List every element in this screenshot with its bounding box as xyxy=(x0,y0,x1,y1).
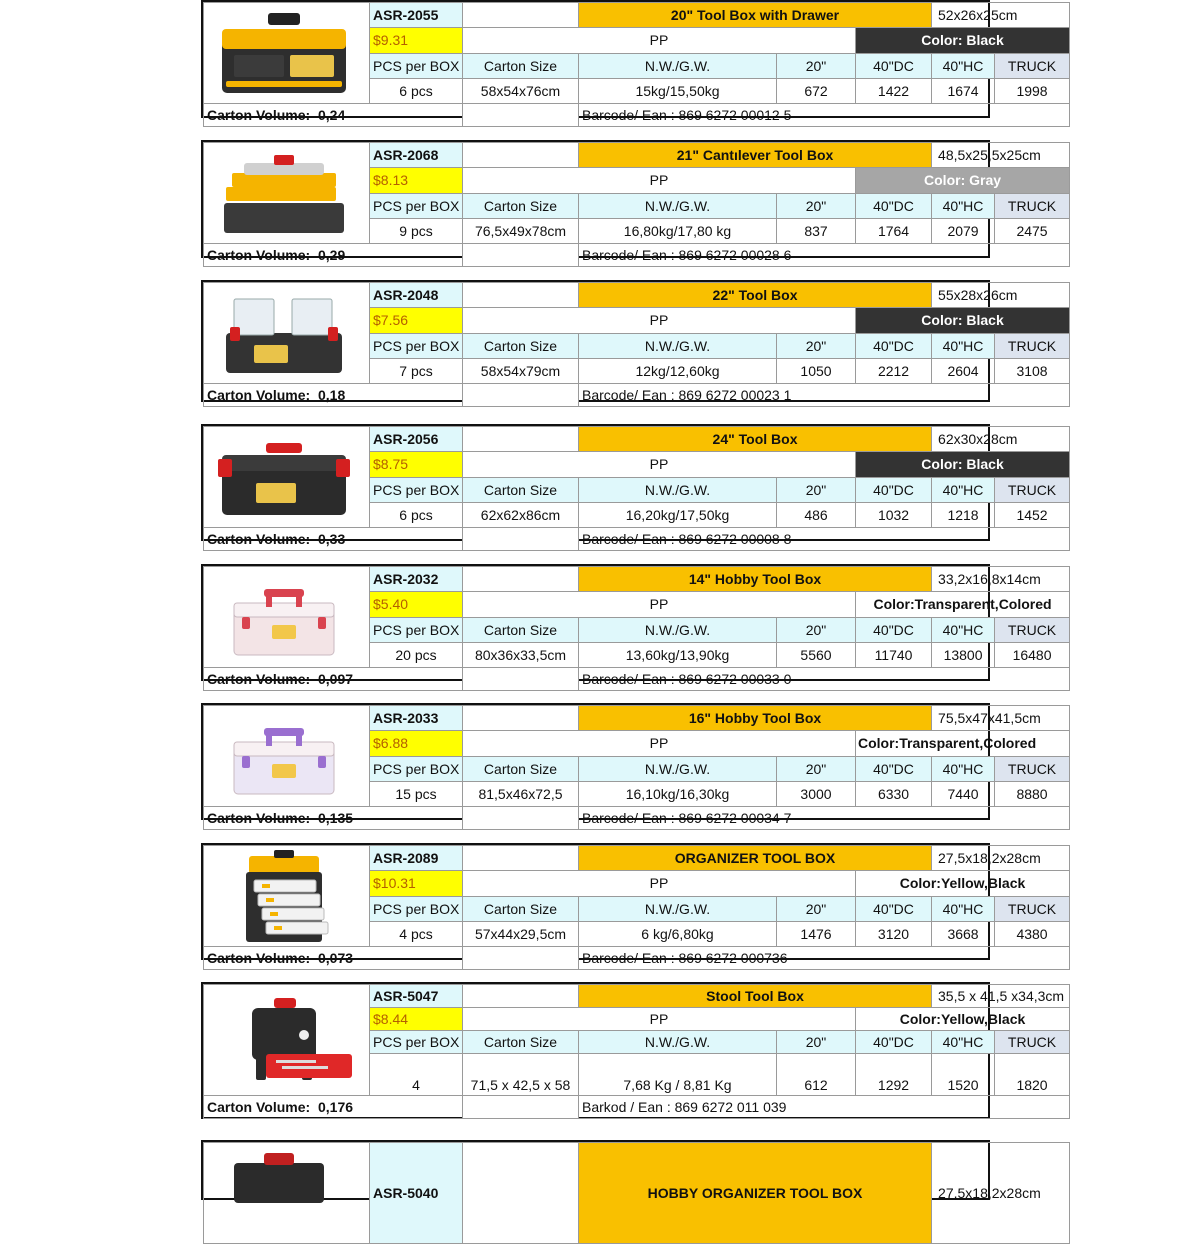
carton-volume-label: Carton Volume: xyxy=(207,1099,311,1115)
column-header: 20" xyxy=(777,477,856,502)
product-code: ASR-2056 xyxy=(370,427,463,452)
carton-volume-label: Carton Volume: xyxy=(207,247,311,263)
product-code: ASR-2032 xyxy=(370,567,463,592)
column-header: Carton Size xyxy=(463,333,579,358)
column-header: 40"DC xyxy=(856,477,932,502)
carton-volume xyxy=(204,384,463,407)
column-header: PCS per BOX xyxy=(370,53,463,78)
title-row xyxy=(204,143,1070,168)
column-header: Carton Size xyxy=(463,896,579,921)
column-header: PCS per BOX xyxy=(370,617,463,642)
black-toolbox-icon xyxy=(204,427,364,527)
carton-volume-label: Carton Volume: xyxy=(207,531,311,547)
blank-cell xyxy=(463,668,579,691)
value-cell: 1520 xyxy=(932,1054,995,1096)
product-code: ASR-5040 xyxy=(370,1143,463,1244)
material: PP xyxy=(463,592,856,617)
column-header: 20" xyxy=(777,617,856,642)
carton-volume-label: Carton Volume: xyxy=(207,810,311,826)
product-price: $8.75 xyxy=(370,452,463,477)
value-cell: 7440 xyxy=(932,781,995,806)
color-label: Color:Transparent,Colored xyxy=(856,592,1070,617)
footer-row xyxy=(204,1096,1070,1119)
blank-cell xyxy=(463,846,579,871)
material: PP xyxy=(463,308,856,333)
color-label: Color: Black xyxy=(856,308,1070,333)
product-code: ASR-2068 xyxy=(370,143,463,168)
value-cell: 5560 xyxy=(777,642,856,667)
color-label: Color:Yellow,Black xyxy=(856,1008,1070,1031)
color-label: Color: Gray xyxy=(856,168,1070,193)
column-header: TRUCK xyxy=(995,333,1070,358)
blank-cell xyxy=(463,384,579,407)
value-cell: 1452 xyxy=(995,502,1070,527)
cantilever-toolbox-icon xyxy=(204,143,364,243)
column-header: TRUCK xyxy=(995,617,1070,642)
thumbnail xyxy=(204,3,364,103)
barcode: Barcode/ Ean : 869 6272 00034 7 xyxy=(579,807,1070,830)
footer-row xyxy=(204,807,1070,830)
value-cell: 1476 xyxy=(777,921,856,946)
product-code: ASR-2033 xyxy=(370,706,463,731)
title-row xyxy=(204,985,1070,1008)
column-header: PCS per BOX xyxy=(370,1031,463,1054)
barcode: Barcode/ Ean : 869 6272 00008 8 xyxy=(579,528,1070,551)
carton-volume xyxy=(204,244,463,267)
stool-toolbox-icon xyxy=(204,990,364,1090)
carton-volume-value: 0,24 xyxy=(317,107,346,123)
product-dimensions: 35,5 x 41,5 x34,3cm xyxy=(932,985,1070,1008)
thumbnail xyxy=(204,1143,364,1243)
spacer xyxy=(310,810,318,826)
blank-cell xyxy=(463,1143,579,1244)
material: PP xyxy=(463,731,856,756)
product-code: ASR-5047 xyxy=(370,985,463,1008)
column-header: TRUCK xyxy=(995,53,1070,78)
column-header: N.W./G.W. xyxy=(579,333,777,358)
blank-cell xyxy=(463,567,579,592)
value-cell: 58x54x79cm xyxy=(463,358,579,383)
carton-volume xyxy=(204,1096,463,1119)
title-row xyxy=(204,567,1070,592)
column-header: 40"DC xyxy=(856,617,932,642)
product-block xyxy=(201,1140,1041,1201)
value-cell: 1218 xyxy=(932,502,995,527)
product-image xyxy=(204,846,370,947)
value-cell: 13800 xyxy=(932,642,995,667)
blank-cell xyxy=(463,283,579,308)
blank-cell xyxy=(463,706,579,731)
product-code: ASR-2055 xyxy=(370,3,463,28)
column-header: PCS per BOX xyxy=(370,756,463,781)
product-title: 24" Tool Box xyxy=(579,427,932,452)
value-cell: 71,5 x 42,5 x 58 xyxy=(463,1054,579,1096)
product-image xyxy=(204,427,370,528)
product-dimensions: 55x28x26cm xyxy=(932,283,1070,308)
value-cell: 7,68 Kg / 8,81 Kg xyxy=(579,1054,777,1096)
product-price: $5.40 xyxy=(370,592,463,617)
organizer-drawer-box-icon xyxy=(204,846,364,946)
column-header: Carton Size xyxy=(463,193,579,218)
column-header: 40"HC xyxy=(932,477,995,502)
value-cell: 16,20kg/17,50kg xyxy=(579,502,777,527)
blank-cell xyxy=(463,427,579,452)
value-cell: 672 xyxy=(777,78,856,103)
value-cell: 15 pcs xyxy=(370,781,463,806)
value-cell: 1422 xyxy=(856,78,932,103)
blank-cell xyxy=(463,143,579,168)
column-header: N.W./G.W. xyxy=(579,53,777,78)
product-table xyxy=(203,2,1070,127)
spacer xyxy=(310,1099,318,1115)
column-header: 20" xyxy=(777,333,856,358)
column-header: N.W./G.W. xyxy=(579,617,777,642)
value-cell: 15kg/15,50kg xyxy=(579,78,777,103)
barcode: Barkod / Ean : 869 6272 011 039 xyxy=(579,1096,1070,1119)
product-table xyxy=(203,282,1070,407)
value-cell: 81,5x46x72,5 xyxy=(463,781,579,806)
column-header: 40"DC xyxy=(856,756,932,781)
carton-volume-value: 0,135 xyxy=(317,810,354,826)
blank-cell xyxy=(463,985,579,1008)
product-title: 16" Hobby Tool Box xyxy=(579,706,932,731)
open-toolbox-icon xyxy=(204,283,364,383)
carton-volume xyxy=(204,668,463,691)
blank-cell xyxy=(463,807,579,830)
column-header: N.W./G.W. xyxy=(579,1031,777,1054)
product-title: 20" Tool Box with Drawer xyxy=(579,3,932,28)
value-cell: 3120 xyxy=(856,921,932,946)
product-dimensions: 27,5x18,2x28cm xyxy=(932,846,1070,871)
product-table xyxy=(203,566,1070,691)
product-title: 21" Cantılever Tool Box xyxy=(579,143,932,168)
product-table xyxy=(203,845,1070,970)
product-title: ORGANIZER TOOL BOX xyxy=(579,846,932,871)
column-header: 20" xyxy=(777,193,856,218)
product-block xyxy=(201,843,1057,966)
column-header: TRUCK xyxy=(995,477,1070,502)
product-image xyxy=(204,3,370,104)
product-dimensions: 27,5x18,2x28cm xyxy=(932,1143,1070,1244)
product-dimensions: 48,5x25,5x25cm xyxy=(932,143,1070,168)
column-header: Carton Size xyxy=(463,1031,579,1054)
thumbnail xyxy=(204,567,364,667)
column-header: TRUCK xyxy=(995,1031,1070,1054)
column-header: 40"HC xyxy=(932,53,995,78)
column-header: N.W./G.W. xyxy=(579,756,777,781)
column-header: PCS per BOX xyxy=(370,477,463,502)
column-header: PCS per BOX xyxy=(370,333,463,358)
value-cell: 6330 xyxy=(856,781,932,806)
column-header: N.W./G.W. xyxy=(579,193,777,218)
value-cell: 1764 xyxy=(856,218,932,243)
value-cell: 3000 xyxy=(777,781,856,806)
product-block xyxy=(201,280,1057,403)
carton-volume-value: 0,176 xyxy=(317,1099,354,1115)
product-title: 22" Tool Box xyxy=(579,283,932,308)
column-header: 20" xyxy=(777,53,856,78)
value-cell: 1674 xyxy=(932,78,995,103)
carton-volume-label: Carton Volume: xyxy=(207,107,311,123)
value-cell: 12kg/12,60kg xyxy=(579,358,777,383)
value-cell: 6 pcs xyxy=(370,502,463,527)
product-price: $9.31 xyxy=(370,28,463,53)
value-cell: 16,80kg/17,80 kg xyxy=(579,218,777,243)
color-label: Color:Transparent,Colored xyxy=(856,731,1070,756)
product-title: 14" Hobby Tool Box xyxy=(579,567,932,592)
thumbnail xyxy=(204,427,364,527)
value-cell: 2212 xyxy=(856,358,932,383)
column-header: Carton Size xyxy=(463,477,579,502)
product-price: $10.31 xyxy=(370,871,463,896)
value-cell: 4 pcs xyxy=(370,921,463,946)
material: PP xyxy=(463,452,856,477)
carton-volume-label: Carton Volume: xyxy=(207,950,311,966)
product-table xyxy=(203,426,1070,551)
value-cell: 3108 xyxy=(995,358,1070,383)
title-row xyxy=(204,846,1070,871)
column-header: 40"HC xyxy=(932,617,995,642)
thumbnail xyxy=(204,706,364,806)
carton-volume-label: Carton Volume: xyxy=(207,671,311,687)
column-header: N.W./G.W. xyxy=(579,896,777,921)
column-header: 40"HC xyxy=(932,193,995,218)
value-cell: 4380 xyxy=(995,921,1070,946)
product-image xyxy=(204,706,370,807)
yellow-toolbox-with-drawer-icon xyxy=(204,3,364,103)
blank-cell xyxy=(463,528,579,551)
value-cell: 837 xyxy=(777,218,856,243)
material: PP xyxy=(463,168,856,193)
product-table xyxy=(203,142,1070,267)
value-cell: 486 xyxy=(777,502,856,527)
spacer xyxy=(310,387,318,403)
carton-volume-value: 0,097 xyxy=(317,671,354,687)
column-header: TRUCK xyxy=(995,896,1070,921)
value-cell: 1820 xyxy=(995,1054,1070,1096)
column-header: 20" xyxy=(777,1031,856,1054)
product-dimensions: 75,5x47x41,5cm xyxy=(932,706,1070,731)
material: PP xyxy=(463,28,856,53)
value-cell: 62x62x86cm xyxy=(463,502,579,527)
column-header: 40"DC xyxy=(856,1031,932,1054)
barcode: Barcode/ Ean : 869 6272 00033 0 xyxy=(579,668,1070,691)
product-title: Stool Tool Box xyxy=(579,985,932,1008)
product-price: $8.13 xyxy=(370,168,463,193)
carton-volume xyxy=(204,528,463,551)
value-cell: 1050 xyxy=(777,358,856,383)
product-image xyxy=(204,1143,370,1244)
column-header: TRUCK xyxy=(995,193,1070,218)
column-header: PCS per BOX xyxy=(370,193,463,218)
carton-volume-value: 0,073 xyxy=(317,950,354,966)
blank-cell xyxy=(463,244,579,267)
barcode: Barcode/ Ean : 869 6272 00028 6 xyxy=(579,244,1070,267)
column-header: TRUCK xyxy=(995,756,1070,781)
value-cell: 9 pcs xyxy=(370,218,463,243)
value-cell: 16480 xyxy=(995,642,1070,667)
value-cell: 1998 xyxy=(995,78,1070,103)
value-cell: 612 xyxy=(777,1054,856,1096)
product-image xyxy=(204,283,370,384)
carton-volume xyxy=(204,947,463,970)
value-cell: 20 pcs xyxy=(370,642,463,667)
value-cell: 1032 xyxy=(856,502,932,527)
hobby-organizer-box-icon xyxy=(204,1143,364,1243)
value-cell: 76,5x49x78cm xyxy=(463,218,579,243)
title-row xyxy=(204,1143,1070,1244)
product-image xyxy=(204,567,370,668)
product-table xyxy=(203,705,1070,830)
column-header: 40"DC xyxy=(856,896,932,921)
value-cell: 2475 xyxy=(995,218,1070,243)
carton-volume-label: Carton Volume: xyxy=(207,387,311,403)
value-cell: 2079 xyxy=(932,218,995,243)
value-cell: 80x36x33,5cm xyxy=(463,642,579,667)
column-header: 40"HC xyxy=(932,756,995,781)
barcode: Barcode/ Ean : 869 6272 00023 1 xyxy=(579,384,1070,407)
spacer xyxy=(310,950,318,966)
product-image xyxy=(204,143,370,244)
blank-cell xyxy=(463,3,579,28)
value-cell: 1292 xyxy=(856,1054,932,1096)
value-cell: 6 kg/6,80kg xyxy=(579,921,777,946)
value-cell: 4 xyxy=(370,1054,463,1096)
value-cell: 11740 xyxy=(856,642,932,667)
carton-volume-value: 0,29 xyxy=(317,247,346,263)
carton-volume xyxy=(204,104,463,127)
carton-volume-value: 0,33 xyxy=(317,531,346,547)
blank-cell xyxy=(463,1096,579,1119)
product-table xyxy=(203,1142,1070,1244)
column-header: Carton Size xyxy=(463,617,579,642)
value-cell: 2604 xyxy=(932,358,995,383)
barcode: Barcode/ Ean : 869 6272 00012 5 xyxy=(579,104,1070,127)
blank-cell xyxy=(463,947,579,970)
column-header: PCS per BOX xyxy=(370,896,463,921)
column-header: 40"HC xyxy=(932,1031,995,1054)
value-cell: 8880 xyxy=(995,781,1070,806)
title-row xyxy=(204,3,1070,28)
column-header: 20" xyxy=(777,756,856,781)
title-row xyxy=(204,427,1070,452)
footer-row xyxy=(204,947,1070,970)
product-dimensions: 33,2x16,8x14cm xyxy=(932,567,1070,592)
product-price: $6.88 xyxy=(370,731,463,756)
thumbnail xyxy=(204,846,364,946)
product-block xyxy=(201,703,1057,826)
value-cell: 16,10kg/16,30kg xyxy=(579,781,777,806)
column-header: Carton Size xyxy=(463,53,579,78)
product-block xyxy=(201,0,1057,123)
blank-cell xyxy=(463,104,579,127)
title-row xyxy=(204,706,1070,731)
transparent-hobby-box-purple-icon xyxy=(204,706,364,806)
footer-row xyxy=(204,384,1070,407)
value-cell: 13,60kg/13,90kg xyxy=(579,642,777,667)
column-header: 20" xyxy=(777,896,856,921)
color-label: Color: Black xyxy=(856,452,1070,477)
carton-volume xyxy=(204,807,463,830)
carton-volume-value: 0,18 xyxy=(317,387,346,403)
column-header: 40"DC xyxy=(856,193,932,218)
thumbnail xyxy=(204,143,364,243)
column-header: 40"HC xyxy=(932,896,995,921)
product-price: $8.44 xyxy=(370,1008,463,1031)
footer-row xyxy=(204,528,1070,551)
footer-row xyxy=(204,244,1070,267)
product-code: ASR-2089 xyxy=(370,846,463,871)
value-cell: 3668 xyxy=(932,921,995,946)
thumbnail xyxy=(204,985,364,1095)
spacer xyxy=(310,247,318,263)
product-code: ASR-2048 xyxy=(370,283,463,308)
product-price: $7.56 xyxy=(370,308,463,333)
product-dimensions: 62x30x28cm xyxy=(932,427,1070,452)
product-title: HOBBY ORGANIZER TOOL BOX xyxy=(579,1143,932,1244)
color-label: Color:Yellow,Black xyxy=(856,871,1070,896)
product-dimensions: 52x26x25cm xyxy=(932,3,1070,28)
column-header: 40"DC xyxy=(856,333,932,358)
value-cell: 7 pcs xyxy=(370,358,463,383)
product-block xyxy=(201,564,1057,687)
value-cell: 57x44x29,5cm xyxy=(463,921,579,946)
column-header: 40"HC xyxy=(932,333,995,358)
product-block xyxy=(201,424,1057,547)
column-header: Carton Size xyxy=(463,756,579,781)
footer-row xyxy=(204,668,1070,691)
spacer xyxy=(310,671,318,687)
color-label: Color: Black xyxy=(856,28,1070,53)
footer-row xyxy=(204,104,1070,127)
product-block xyxy=(201,140,1057,263)
spacer xyxy=(310,107,318,123)
product-table xyxy=(203,984,1070,1119)
column-header: 40"DC xyxy=(856,53,932,78)
thumbnail xyxy=(204,283,364,383)
product-block xyxy=(201,982,1065,1119)
column-header: N.W./G.W. xyxy=(579,477,777,502)
spacer xyxy=(310,531,318,547)
barcode: Barcode/ Ean : 869 6272 000736 xyxy=(579,947,1070,970)
value-cell: 58x54x76cm xyxy=(463,78,579,103)
material: PP xyxy=(463,1008,856,1031)
title-row xyxy=(204,283,1070,308)
transparent-hobby-box-icon xyxy=(204,567,364,667)
value-cell: 6 pcs xyxy=(370,78,463,103)
product-image xyxy=(204,985,370,1096)
material: PP xyxy=(463,871,856,896)
